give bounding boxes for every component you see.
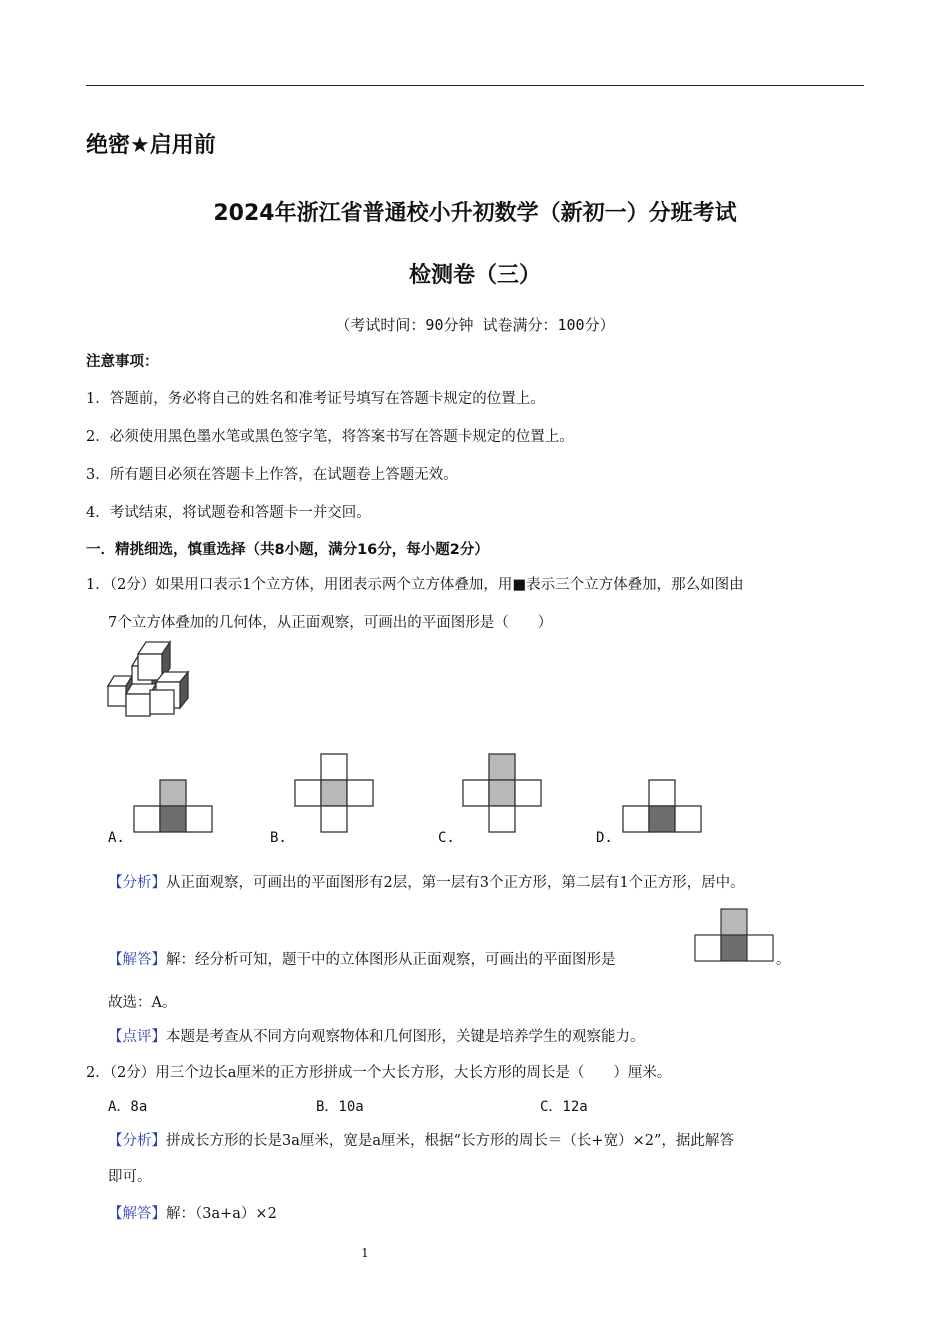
question-stem: 2．（2分）用三个边长a厘米的正方形拼成一个大长方形，大长方形的周长是（ ）厘米。 (86, 1065, 672, 1081)
exam-info: （考试时间：90分钟 试卷满分：100分） (335, 316, 615, 334)
option-b-figure (294, 753, 376, 833)
comment-paragraph (108, 1025, 645, 1046)
option-d-label[interactable]: D. (596, 830, 613, 846)
answer-end: 。 (776, 952, 791, 968)
option-d-figure (622, 779, 704, 833)
answer-paragraph (108, 1202, 277, 1223)
page-title: 2024年浙江省普通校小升初数学（新初一）分班考试 (213, 201, 737, 226)
notice-item: 4．考试结束，将试题卷和答题卡一并交回。 (86, 505, 371, 521)
analysis-text: 拼成长方形的长是3a厘米，宽是a厘米，根据“长方形的周长＝（长+宽）×2”，据此解答 (166, 1133, 734, 1149)
analysis-tag: 【分析】 (108, 1133, 166, 1149)
analysis-paragraph (108, 1129, 734, 1150)
answer-text: 解：经分析可知，题干中的立体图形从正面观察，可画出的平面图形是 (166, 952, 616, 968)
analysis-paragraph (108, 871, 745, 892)
analysis-text: 从正面观察，可画出的平面图形有2层，第一层有3个正方形，第二层有1个正方形，居中。 (166, 875, 745, 891)
choice-text: 故选：A。 (108, 995, 177, 1011)
analysis-text: 即可。 (108, 1169, 152, 1185)
notice-item: 2．必须使用黑色墨水笔或黑色签字笔，将答案书写在答题卡规定的位置上。 (86, 429, 574, 445)
answer-tag: 【解答】 (108, 952, 166, 968)
answer-figure (694, 908, 776, 962)
page-subtitle: 检测卷（三） (408, 263, 541, 288)
section-heading: 一．精挑细选，慎重选择（共8小题，满分16分，每小题2分） (86, 542, 489, 558)
option-a-label[interactable]: A. (108, 830, 125, 846)
notice-item: 1．答题前，务必将自己的姓名和准考证号填写在答题卡规定的位置上。 (86, 391, 545, 407)
option-c-label[interactable]: C．12a (540, 1099, 588, 1115)
header-rule (86, 85, 864, 86)
question-stem: 1．（2分）如果用口表示1个立方体，用团表示两个立方体叠加，用■表示三个立方体叠加，那么如图由 (86, 577, 744, 593)
option-b-label[interactable]: B．10a (316, 1099, 364, 1115)
answer-text: 解：（3a+a）×2 (166, 1206, 277, 1222)
option-c-figure (462, 753, 544, 833)
question-stem: 7个立方体叠加的几何体，从正面观察，可画出的平面图形是（ ） (108, 615, 553, 631)
secret-label: 绝密★启用前 (86, 133, 216, 158)
page-number: 1 (361, 1246, 369, 1260)
notice-heading: 注意事项： (86, 354, 159, 370)
answer-paragraph (108, 948, 616, 969)
answer-tag: 【解答】 (108, 1206, 166, 1222)
comment-text: 本题是考查从不同方向观察物体和几何图形，关键是培养学生的观察能力。 (166, 1029, 645, 1045)
option-a-label[interactable]: A．8a (108, 1099, 148, 1115)
analysis-tag: 【分析】 (108, 875, 166, 891)
cube-figure (106, 638, 196, 720)
option-c-label[interactable]: C. (438, 830, 455, 846)
option-a-figure (134, 779, 214, 833)
notice-item: 3．所有题目必须在答题卡上作答，在试题卷上答题无效。 (86, 467, 458, 483)
comment-tag: 【点评】 (108, 1029, 166, 1045)
option-b-label[interactable]: B. (270, 830, 287, 846)
